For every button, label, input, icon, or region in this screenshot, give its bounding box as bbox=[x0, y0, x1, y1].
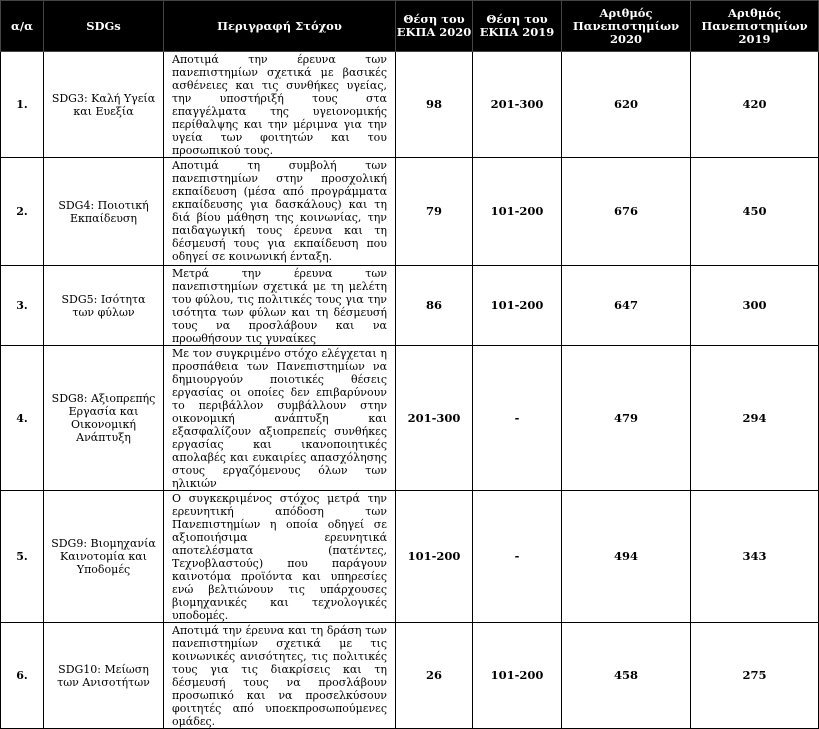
header-description: Περιγραφή Στόχου bbox=[164, 1, 396, 52]
row-index: 1. bbox=[1, 52, 44, 158]
position-2019: 101-200 bbox=[473, 158, 562, 266]
sdg-name: SDG4: Ποιοτική Εκπαίδευση bbox=[44, 158, 164, 266]
universities-2020: 494 bbox=[562, 491, 691, 623]
header-universities-2020: Αριθμός Πανεπιστημίων 2020 bbox=[562, 1, 691, 52]
universities-2019: 300 bbox=[691, 266, 819, 346]
universities-2019: 294 bbox=[691, 346, 819, 491]
row-index: 2. bbox=[1, 158, 44, 266]
universities-2019: 343 bbox=[691, 491, 819, 623]
universities-2020: 458 bbox=[562, 623, 691, 729]
position-2020: 79 bbox=[396, 158, 473, 266]
sdg-name: SDG5: Ισότητα των φύλων bbox=[44, 266, 164, 346]
row-index: 6. bbox=[1, 623, 44, 729]
sdg-name: SDG9: Βιομηχανία Καινοτομία και Υποδομές bbox=[44, 491, 164, 623]
universities-2019: 275 bbox=[691, 623, 819, 729]
sdg-name: SDG8: Αξιοπρεπής Εργασία και Οικονομική Ανάπτυξη bbox=[44, 346, 164, 491]
position-2019: 201-300 bbox=[473, 52, 562, 158]
table-row bbox=[1, 158, 819, 266]
universities-2019: 450 bbox=[691, 158, 819, 266]
universities-2020: 620 bbox=[562, 52, 691, 158]
header-universities-2019: Αριθμός Πανεπιστημίων 2019 bbox=[691, 1, 819, 52]
position-2019: - bbox=[473, 491, 562, 623]
header-sdgs: SDGs bbox=[44, 1, 164, 52]
sdg-name: SDG10: Μείωση των Ανισοτήτων bbox=[44, 623, 164, 729]
position-2020: 201-300 bbox=[396, 346, 473, 491]
position-2019: 101-200 bbox=[473, 623, 562, 729]
header-position-2020: Θέση του ΕΚΠΑ 2020 bbox=[396, 1, 473, 52]
universities-2020: 676 bbox=[562, 158, 691, 266]
goal-description: Αποτιμά την έρευνα των πανεπιστημίων σχετικά με βασικές ασθένειες και τις συνθήκες υγείας, την υποστήριξή τους στα επαγγέλματα της υγειονομικής περίθαλψης και την μέριμνα για την υγεία των φοιτητών και του προσωπικού τους. bbox=[164, 52, 396, 158]
position-2020: 98 bbox=[396, 52, 473, 158]
header-position-2019: Θέση του ΕΚΠΑ 2019 bbox=[473, 1, 562, 52]
table-row bbox=[1, 623, 819, 729]
goal-description: Ο συγκεκριμένος στόχος μετρά την ερευνητική απόδοση των Πανεπιστημίων η οποία οδηγεί σε αξιοποιήσιμα ερευνητικά αποτελέσματα (πατέντες, Τεχνοβλαστούς) που παράγουν καινοτόμα προϊόντα και υπηρεσίες ενώ βελτιώνουν τις υπάρχουσες βιομηχανικές και τεχνολογικές υποδομές. bbox=[164, 491, 396, 623]
row-index: 3. bbox=[1, 266, 44, 346]
goal-description: Μετρά την έρευνα των πανεπιστημίων σχετικά με τη μελέτη του φύλου, τις πολιτικές τους για την ισότητα των φύλων και τη δέσμευσή τους να προσλάβουν και να προωθήσουν τις γυναίκες bbox=[164, 266, 396, 346]
universities-2020: 479 bbox=[562, 346, 691, 491]
universities-2020: 647 bbox=[562, 266, 691, 346]
table-row bbox=[1, 491, 819, 623]
position-2020: 26 bbox=[396, 623, 473, 729]
position-2019: 101-200 bbox=[473, 266, 562, 346]
table-row bbox=[1, 266, 819, 346]
position-2020: 86 bbox=[396, 266, 473, 346]
position-2020: 101-200 bbox=[396, 491, 473, 623]
table-row bbox=[1, 52, 819, 158]
row-index: 5. bbox=[1, 491, 44, 623]
sdg-name: SDG3: Καλή Υγεία και Ευεξία bbox=[44, 52, 164, 158]
goal-description: Με τον συγκριμένο στόχο ελέγχεται η προσπάθεια των Πανεπιστημίων να δημιουργούν ποιοτικές θέσεις εργασίας οι οποίες δεν επιβαρύνουν το περιβάλλον συμβάλλουν στην οικονομική ανάπτυξη και εξασφαλίζουν αξιοπρεπείς συνθήκες εργασίας και ικανοποιητικές απολαβές και ευκαιρίες απασχόλησης στους εργαζόμενους όλων των ηλικιών bbox=[164, 346, 396, 491]
table-row bbox=[1, 346, 819, 491]
universities-2019: 420 bbox=[691, 52, 819, 158]
header-index: α/α bbox=[1, 1, 44, 52]
position-2019: - bbox=[473, 346, 562, 491]
header-row bbox=[1, 1, 819, 52]
goal-description: Αποτιμά την έρευνα και τη δράση των πανεπιστημίων σχετικά με τις κοινωνικές ανισότητες, τις πολιτικές τους για τις διακρίσεις και τη δέσμευσή τους να προσλάβουν προσωπικό και να προσελκύσουν φοιτητές από υποεκπροσωπούμενες ομάδες. bbox=[164, 623, 396, 729]
goal-description: Αποτιμά τη συμβολή των πανεπιστημίων στην προσχολική εκπαίδευση (μέσα από προγράμματα εκπαίδευσης για δασκάλους) και τη διά βίου μάθηση της κοινωνίας, την παιδαγωγική τους έρευνα και τη δέσμευσή τους για εκπαίδευση που οδηγεί σε κοινωνική ένταξη. bbox=[164, 158, 396, 266]
row-index: 4. bbox=[1, 346, 44, 491]
